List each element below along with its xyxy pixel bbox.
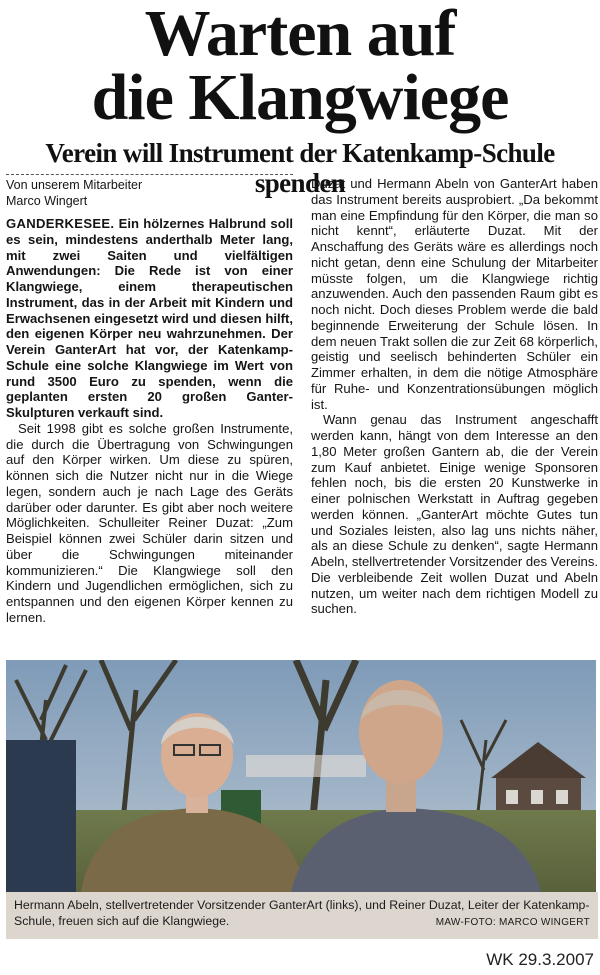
photo-illustration	[6, 660, 596, 892]
lead-paragraph	[6, 216, 293, 421]
subheadline: Verein will Instrument der Katenkamp-Schule spenden	[45, 138, 555, 198]
byline-author: Marco Wingert	[6, 194, 88, 208]
body-paragraph: Seit 1998 gibt es solche großen Instrumente, die durch die Übertragung von Schwingungen auf den Körper wirken. Um diese zu spüren, können sich die Nutzer nicht nur in die Wiege legen, sondern auch je nach Lage des Geräts darüber oder darunter. Es gibt aber noch weitere Möglichkeiten. Schulleiter Reiner Duzat: „Zum Beispiel können zwei Schüler darin sitzen und über die Schwingungen miteinander kommunizieren.“ Die Klangwiege soll den Kindern und Jugendlichen ermöglichen, sich zu entspannen und den eigenen Körper kennen zu lernen.	[6, 420, 293, 625]
photo-credit: MAW-FOTO: MARCO WINGERT	[435, 917, 590, 928]
article-column-right	[311, 176, 598, 617]
byline-line-1: Von unserem Mitarbeiter	[6, 178, 143, 192]
headline-line-1: Warten auf	[144, 0, 456, 70]
headline-line-2: die Klangwiege	[91, 61, 509, 134]
article-photo	[6, 660, 596, 892]
byline	[6, 174, 293, 209]
body-paragraph: Wann genau das Instrument angeschafft werden kann, hängt von dem Interesse an den 1,80 Meter großen Gantern ab, die der Verein zum Kauf anbietet. Einige wenige Sponsoren fehlen noch, bis die ersten 20 Kunstwerke in einer polnischen Werkstatt in Auftrag gegeben werden können. „GanterArt möchte Gutes tun und Soziales leisten, also lag uns nichts näher, als an diese Schule zu denken“, sagte Hermann Abeln, stellvertretender Vorsitzender des Vereins. Die verbleibende Zeit wollen Duzat und Abeln nutzen, um weiter nach dem richtigen Modell zu suchen.	[311, 412, 598, 617]
body-paragraph: Duzat und Hermann Abeln von GanterArt haben das Instrument bereits ausprobiert. „Da bekommt man eine Empfindung für den Körper, die man so nicht kennt“, erläuterte Duzat. Mit der Anschaffung des Geräts wäre es allerdings noch nicht getan, denn eine Schulung der Mitarbeiter müsste folgen, um die Klangwiege richtig anzuwenden. Auch den passenden Raum gibt es noch nicht. Doch dieses Problem werde die bald beginnende Erweiterung der Schule lösen. In dem neuen Trakt sollen die zur Zeit 68 körperlich, geistig und seelisch behinderten Schüler ein Zimmer erhalten, in dem die nötige Atmosphäre für Ruhe- und Konzentrationsübungen möglich ist.	[311, 176, 598, 412]
headline	[0, 0, 600, 134]
caption-text: Hermann Abeln, stellvertretender Vorsitzender GanterArt (links), und Reiner Duzat, Leiter der Katenkamp-Schule, freuen sich auf die Klangwiege.	[14, 898, 590, 928]
photo-caption	[6, 892, 598, 939]
article-column-left	[6, 174, 293, 626]
dateline: GANDERKESEE.	[6, 216, 115, 231]
lead-text: Ein hölzernes Halbrund soll es sein, mindestens anderthalb Meter lang, mit zwei Saiten und vielfältigen Anwendungen: Die Rede ist von einer Klangwiege, einem therapeutischen Instrument, das in der Arbeit mit Kindern und Erwachsenen eingesetzt wird und diesen hilft, den eigenen Körper neu wahrzunehmen. Der Verein GanterArt hat vor, der Katenkamp-Schule eine solche Klangwiege im Wert von rund 3500 Euro zu spenden, wenn die geplanten ersten 20 großen Ganter-Skulpturen verkauft sind.	[6, 216, 293, 420]
source-citation: WK 29.3.2007	[486, 950, 594, 969]
